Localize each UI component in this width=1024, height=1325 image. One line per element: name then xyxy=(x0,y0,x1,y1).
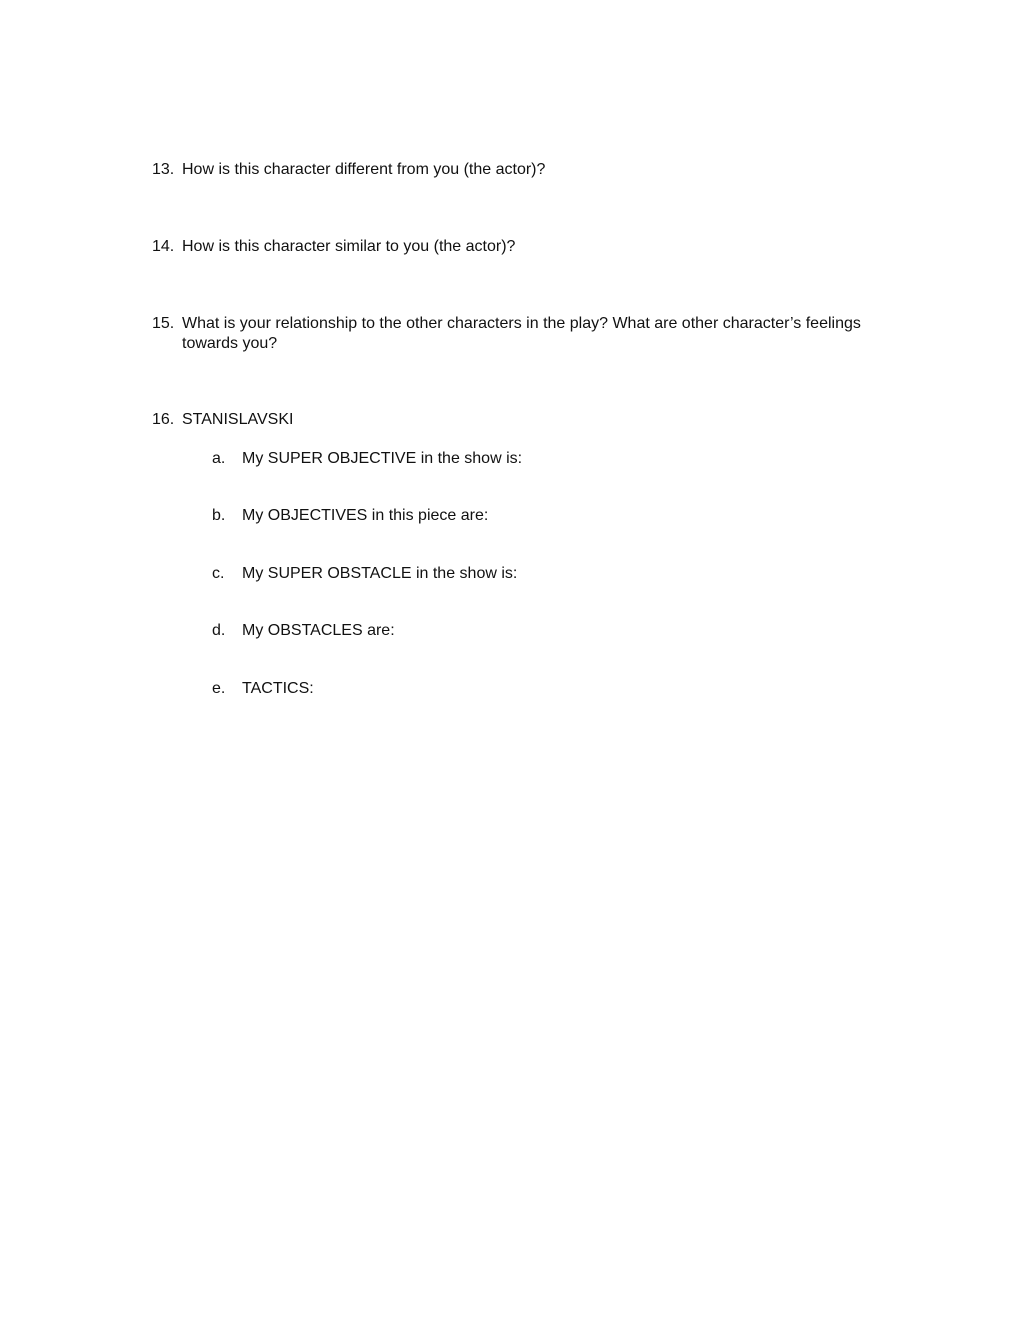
question-text: STANISLAVSKI xyxy=(182,411,294,428)
item-letter: e. xyxy=(212,680,226,697)
question-text: How is this character similar to you (the actor)? xyxy=(182,238,516,255)
item-text: My SUPER OBSTACLE in the show is: xyxy=(242,565,518,582)
question-13 xyxy=(152,160,912,180)
question-number: 16. xyxy=(152,411,175,428)
item-text: My OBJECTIVES in this piece are: xyxy=(242,507,489,524)
question-16 xyxy=(152,410,912,430)
item-letter: b. xyxy=(212,507,226,524)
item-text: TACTICS: xyxy=(242,680,314,697)
question-number: 14. xyxy=(152,238,175,255)
item-letter: a. xyxy=(212,450,226,467)
item-text: My SUPER OBJECTIVE in the show is: xyxy=(242,450,523,467)
item-letter: d. xyxy=(212,622,226,639)
stanislavski-item-e xyxy=(212,679,912,699)
item-text: My OBSTACLES are: xyxy=(242,622,395,639)
question-text: What is your relationship to the other characters in the play? What are other character’s feelings towards you? xyxy=(182,315,861,352)
question-text: How is this character different from you (the actor)? xyxy=(182,161,546,178)
question-number: 15. xyxy=(152,315,175,332)
item-letter: c. xyxy=(212,565,225,582)
stanislavski-item-a xyxy=(212,449,912,469)
question-14 xyxy=(152,237,912,257)
question-15 xyxy=(152,314,912,353)
question-number: 13. xyxy=(152,161,175,178)
stanislavski-item-c xyxy=(212,564,912,584)
stanislavski-item-d xyxy=(212,621,912,641)
stanislavski-item-b xyxy=(212,506,912,526)
